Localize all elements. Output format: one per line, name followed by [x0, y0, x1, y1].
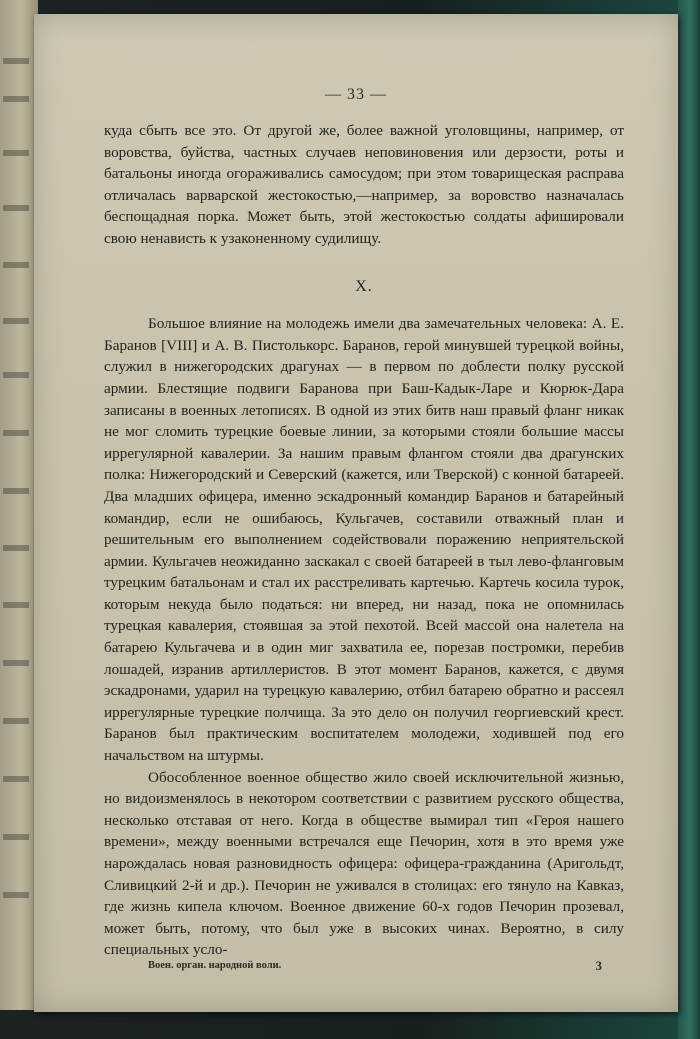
footer-sheet-number: 3 — [595, 958, 602, 973]
book-cover-edge — [678, 0, 700, 1039]
page-number: — 33 — — [325, 86, 387, 103]
section-heading: X. — [355, 277, 373, 295]
paragraph-military-society: Обособленное военное общество жило своей исключительной жизнью, но видоизменялось в некотором соответствии с развитием русского общества, несколько отставая от него. Когда в обществе вымирал тип «Героя нашего времени», между военными встречался еще Печорин, хотя в это время уже нарождалась новая разновидность офицера: офицера-гражданина (Аригольдт, Сливицкий 2-й и др.). Печорин не уживался в столицах: его тянуло на Кавказ, где жизнь кипела ключом. Военное движение 60-х годов Печорин прозевал, может быть, потому, что был уже в высоких чинах. Вероятно, в силу специальных усло- — [104, 768, 624, 959]
book-page — [34, 14, 678, 1012]
paragraph-continuation: куда сбыть все это. От другой же, более важной уголовщины, например, от воровства, буйства, частных случаев неповиновения или дерзости, роты и батальоны иногда огораживались самосудом; при этом товарищеская расправа отличалась варварской жестокостью,—например, за воровство назначалась беспощадная порка. Может быть, этой жестокостью солдаты афишировали свою ненависть к узаконенному судилищу. — [104, 122, 624, 247]
previous-page-edge — [0, 0, 38, 1010]
body-text — [104, 120, 624, 961]
paragraph-baranov: Большое влияние на молодежь имели два замечательных человека: А. Е. Баранов [VIII] и А. В. Пистолькорс. Баранов, герой минувшей турецкой войны, служил в нижегородских драгунах — в первом по доблести полку русской армии. Блестящие подвиги Баранова при Баш-Кадык-Ларе и Кюрюк-Дара записаны в военных летописях. В одной из этих битв наш правый фланг никак не мог сломить турецкие боевые линии, за которыми стояли большие массы иррегулярной кавалерии. За нашим правым флангом стояли два драгунских полка: Нижегородский и Северский (кажется, или Тверской) с конной батареей. Два младших офицера, именно эскадронный командир Баранов и батарейный командир, если не ошибаюсь, Кульгачев, составили отважный план и решительным его выполнением содействовали поражению неприятельской армии. Кульгачев неожиданно заскакал с своей батареей в тыл лево-фланговым турецким батальонам и стал их расстреливать картечью. Картечь косила турок, которым некуда было податься: ни вперед, ни назад, пока не опомнилась турецкая кавалерия, стоявшая за этой пехотой. Всей массой она налетела на батарею Кульгачева и в один миг захватила ее, порезав постромки, перебив лошадей, изранив артиллеристов. В этот момент Баранов, кажется, с двумя эскадронами, ударил на турецкую кавалерию, отбил батарею обратно и рассеял иррегулярные турецкие полчища. За это дело он получил георгиевский крест. Баранов был практическим воспитателем молодежи, ходившей под его начальством на штурмы. — [104, 315, 624, 765]
footer-signature: Воен. орган. народной воли. — [148, 960, 282, 971]
